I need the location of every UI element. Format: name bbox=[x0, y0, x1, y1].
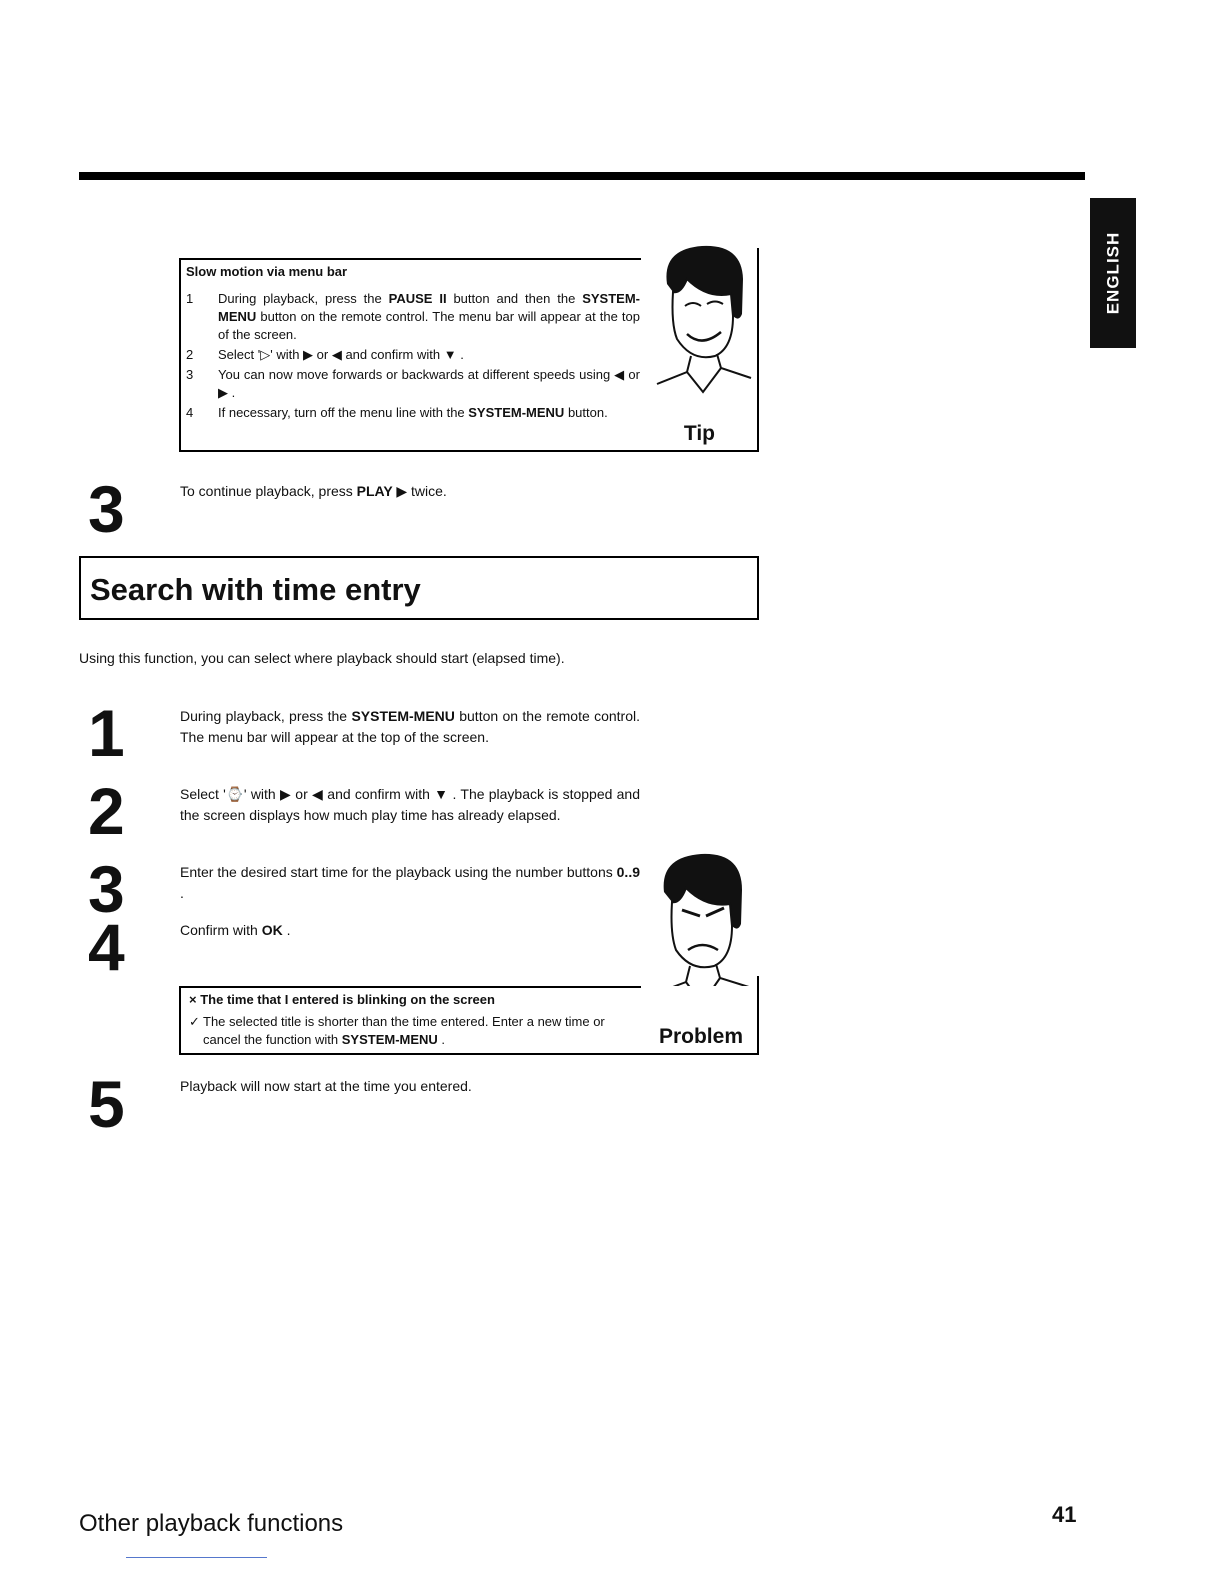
tip-step-number: 4 bbox=[186, 405, 194, 420]
footer-section-title: Other playback functions bbox=[79, 1510, 344, 1537]
problem-title bbox=[189, 992, 495, 1007]
tip-step-text bbox=[218, 346, 640, 364]
top-rule bbox=[79, 172, 1085, 180]
tip-step-text: You can now move forwards or backwards at different speeds using ◀ or ▶ . bbox=[218, 367, 640, 400]
section-intro: Using this function, you can select where playback should start (elapsed time). bbox=[79, 650, 565, 666]
tip-step bbox=[186, 404, 640, 422]
smiling-man-icon bbox=[647, 244, 757, 404]
tip-step bbox=[186, 366, 640, 402]
pause-key-label: PAUSE II bbox=[388, 291, 447, 306]
tip-box-top-line bbox=[179, 258, 641, 260]
text-run: Enter the desired start time for the playback using the number buttons bbox=[180, 864, 617, 880]
step-number: 2 bbox=[88, 774, 125, 848]
text-run: ' with ▶ or ◀ and confirm with ▼ . The playback is stopped and the screen displays how much play time has already elapsed. bbox=[180, 786, 640, 823]
tip-step bbox=[186, 346, 640, 364]
tip-steps bbox=[186, 290, 640, 424]
text-run: . bbox=[437, 1032, 446, 1047]
page-number: 41 bbox=[1052, 1502, 1077, 1527]
text-run: . bbox=[282, 922, 291, 938]
time-search-icon: ⌚ bbox=[225, 786, 244, 802]
text-run: If necessary, turn off the menu line with the bbox=[218, 405, 469, 420]
text-run: The selected title is shorter than the time entered. Enter a new time or cancel the function with bbox=[203, 1014, 605, 1047]
text-run: button on the remote control. The menu bar will appear at the top of the screen. bbox=[180, 708, 641, 745]
ok-key-label: OK bbox=[261, 922, 283, 938]
system-menu-key-label: SYSTEM-MENU bbox=[351, 708, 455, 724]
step-text bbox=[180, 784, 640, 825]
slow-motion-icon: ▷ bbox=[260, 347, 271, 362]
problem-box bbox=[179, 986, 759, 1055]
problem-box-top-line bbox=[179, 986, 641, 988]
step-text: Playback will now start at the time you entered. bbox=[180, 1078, 472, 1094]
system-menu-key-label: SYSTEM-MENU bbox=[341, 1032, 438, 1047]
step-number: 4 bbox=[88, 910, 125, 984]
section-heading-box bbox=[79, 556, 759, 620]
cross-icon: × bbox=[189, 992, 197, 1007]
tip-step-number: 2 bbox=[186, 347, 194, 362]
text-run: Select ' bbox=[180, 786, 226, 802]
text-run: button. bbox=[564, 405, 608, 420]
tip-box-right-line bbox=[757, 248, 759, 260]
text-run: button and then the bbox=[446, 291, 583, 306]
problem-answer-text bbox=[203, 1013, 641, 1049]
language-tab bbox=[1090, 198, 1136, 348]
step-number: 3 bbox=[88, 852, 125, 926]
step-text bbox=[180, 920, 640, 941]
number-keys-label: 0..9 bbox=[616, 864, 640, 880]
text-run: ' with ▶ or ◀ and confirm with ▼ . bbox=[270, 347, 464, 362]
text-run: button on the remote control. The menu bar will appear at the top of the screen. bbox=[218, 309, 640, 342]
text-run: To continue playback, press bbox=[180, 483, 357, 499]
tip-step-text bbox=[218, 290, 640, 344]
problem-box-right-line bbox=[757, 976, 759, 988]
problem-label: Problem bbox=[658, 1025, 743, 1048]
tip-step-text bbox=[218, 404, 640, 422]
text-run: . bbox=[180, 884, 184, 901]
play-key-label: PLAY ▶ bbox=[356, 483, 408, 499]
step-text bbox=[180, 481, 650, 502]
step-text bbox=[180, 706, 640, 747]
check-icon: ✓ bbox=[189, 1014, 200, 1029]
step-text bbox=[180, 862, 640, 903]
system-menu-key-label: SYSTEM-MENU bbox=[468, 405, 565, 420]
section-heading: Search with time entry bbox=[90, 572, 421, 607]
language-tab-label: ENGLISH bbox=[1103, 231, 1122, 315]
tip-label: Tip bbox=[683, 422, 715, 445]
step-number: 1 bbox=[88, 696, 125, 770]
problem-title-text: The time that I entered is blinking on the screen bbox=[200, 992, 495, 1007]
tip-step-number: 3 bbox=[186, 367, 194, 382]
text-run: twice. bbox=[407, 483, 447, 499]
tip-step-number: 1 bbox=[186, 291, 194, 306]
tip-title: Slow motion via menu bar bbox=[186, 264, 348, 279]
tip-step bbox=[186, 290, 640, 344]
problem-answer bbox=[189, 1013, 641, 1049]
footer-underline bbox=[126, 1557, 267, 1558]
text-run: During playback, press the bbox=[218, 291, 389, 306]
text-run: During playback, press the bbox=[180, 708, 352, 724]
tip-box bbox=[179, 258, 759, 452]
step-number: 3 bbox=[88, 472, 125, 546]
text-run: Select ' bbox=[218, 347, 261, 362]
text-run: Confirm with bbox=[180, 922, 262, 938]
system-menu-key-label: SYSTEM-MENU bbox=[218, 291, 640, 324]
step-number: 5 bbox=[88, 1067, 125, 1141]
